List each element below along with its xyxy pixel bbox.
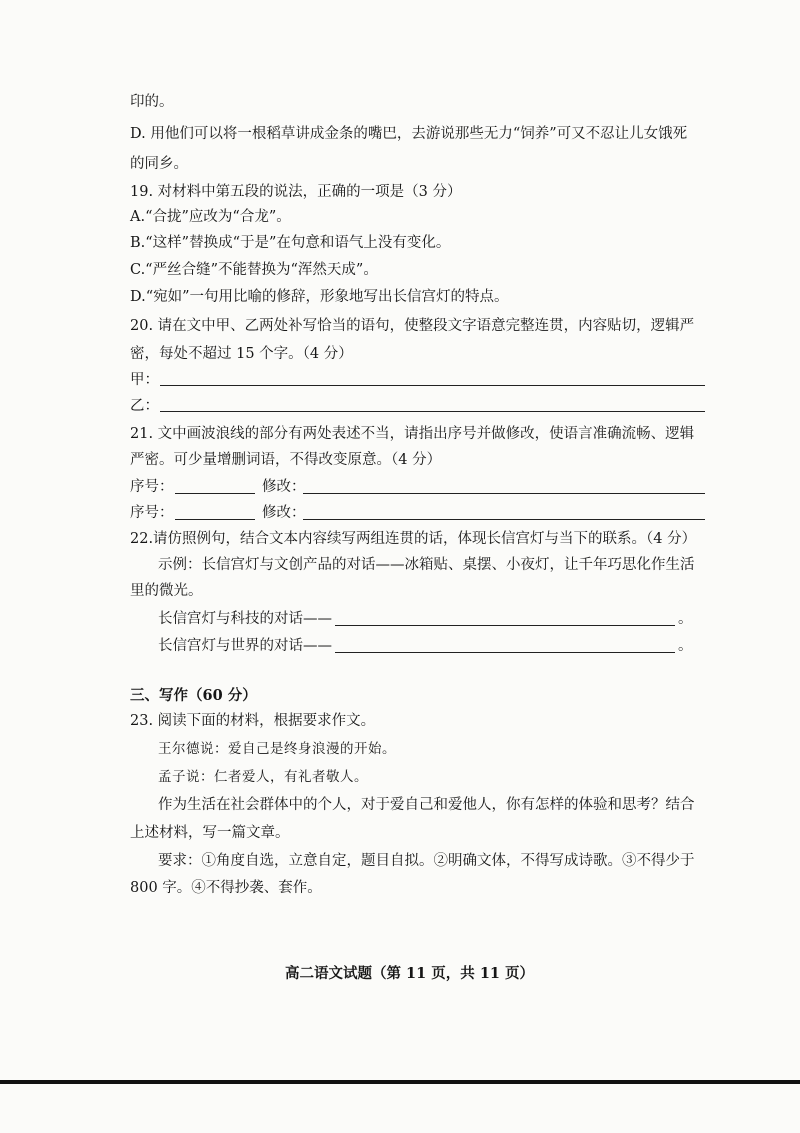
q22-answer-line-technology[interactable]	[335, 625, 675, 626]
q23-quote-mencius: 孟子说：仁者爱人，有礼者敬人。	[158, 769, 368, 785]
q20-label-jia: 甲：	[130, 372, 159, 388]
section3-title: 三、写作（60 分）	[130, 687, 257, 704]
q20-stem-line1: 20. 请在文中甲、乙两处补写恰当的语句，使整段文字语意完整连贯，内容贴切，逻辑严	[130, 318, 695, 334]
scan-bottom-border	[0, 1080, 800, 1084]
q22-period-1: 。	[678, 611, 693, 627]
q21-label-number-1: 序号：	[130, 479, 174, 495]
q23-prompt-line1: 作为生活在社会群体中的个人，对于爱自己和爱他人，你有怎样的体验和思考？结合	[158, 797, 695, 813]
q20-label-yi: 乙：	[130, 398, 159, 414]
q21-stem-line2: 严密。可少量增删词语，不得改变原意。（4 分）	[130, 452, 442, 468]
q21-label-number-2: 序号：	[130, 505, 174, 521]
q22-example-line1: 示例：长信宫灯与文创产品的对话——冰箱贴、桌摆、小夜灯，让千年巧思化作生活	[158, 557, 695, 573]
q20-answer-line-yi[interactable]	[160, 411, 705, 412]
q23-requirements-line2: 800 字。④不得抄袭、套作。	[130, 880, 322, 896]
q23-prompt-line2: 上述材料，写一篇文章。	[130, 825, 290, 841]
page-footer: 高二语文试题（第 11 页，共 11 页）	[285, 965, 535, 982]
q21-stem-line1: 21. 文中画波浪线的部分有两处表述不当，请指出序号并做修改，使语言准确流畅、逻辑	[130, 426, 695, 442]
q22-period-2: 。	[678, 638, 693, 654]
q21-number-line-2[interactable]	[175, 519, 255, 520]
q22-example-line2: 里的微光。	[130, 583, 203, 599]
q18-option-d-line1: D. 用他们可以将一根稻草讲成金条的嘴巴，去游说那些无力“饲养”可又不忍让儿女饿死	[130, 126, 688, 142]
q23-requirements-line1: 要求：①角度自选，立意自定，题目自拟。②明确文体，不得写成诗歌。③不得少于	[158, 853, 695, 869]
q21-label-fix-2: 修改：	[262, 505, 306, 521]
q19-option-d: D.“宛如”一句用比喻的修辞，形象地写出长信宫灯的特点。	[130, 289, 509, 305]
q21-label-fix-1: 修改：	[262, 479, 306, 495]
q23-quote-wilde: 王尔德说：爱自己是终身浪漫的开始。	[158, 741, 396, 757]
q19-option-a: A.“合拢”应改为“合龙”。	[130, 209, 291, 225]
q19-stem: 19. 对材料中第五段的说法，正确的一项是（3 分）	[130, 184, 462, 200]
q20-stem-line2: 密，每处不超过 15 个字。（4 分）	[130, 346, 353, 362]
q19-option-c: C.“严丝合缝”不能替换为“浑然天成”。	[130, 262, 378, 278]
q22-stem: 22.请仿照例句，结合文本内容续写两组连贯的话，体现长信宫灯与当下的联系。（4 分）	[130, 531, 697, 547]
q21-fix-line-1[interactable]	[303, 493, 705, 494]
q18-option-d-line2: 的同乡。	[130, 156, 188, 172]
q18-continuation: 印的。	[130, 94, 174, 110]
q22-prompt-world: 长信宫灯与世界的对话——	[158, 638, 332, 654]
q22-answer-line-world[interactable]	[335, 652, 675, 653]
q19-option-b: B.“这样”替换成“于是”在句意和语气上没有变化。	[130, 235, 451, 251]
q22-prompt-technology: 长信宫灯与科技的对话——	[158, 611, 332, 627]
q21-fix-line-2[interactable]	[303, 519, 705, 520]
q21-number-line-1[interactable]	[175, 493, 255, 494]
q20-answer-line-jia[interactable]	[160, 385, 705, 386]
q23-stem: 23. 阅读下面的材料，根据要求作文。	[130, 713, 376, 729]
